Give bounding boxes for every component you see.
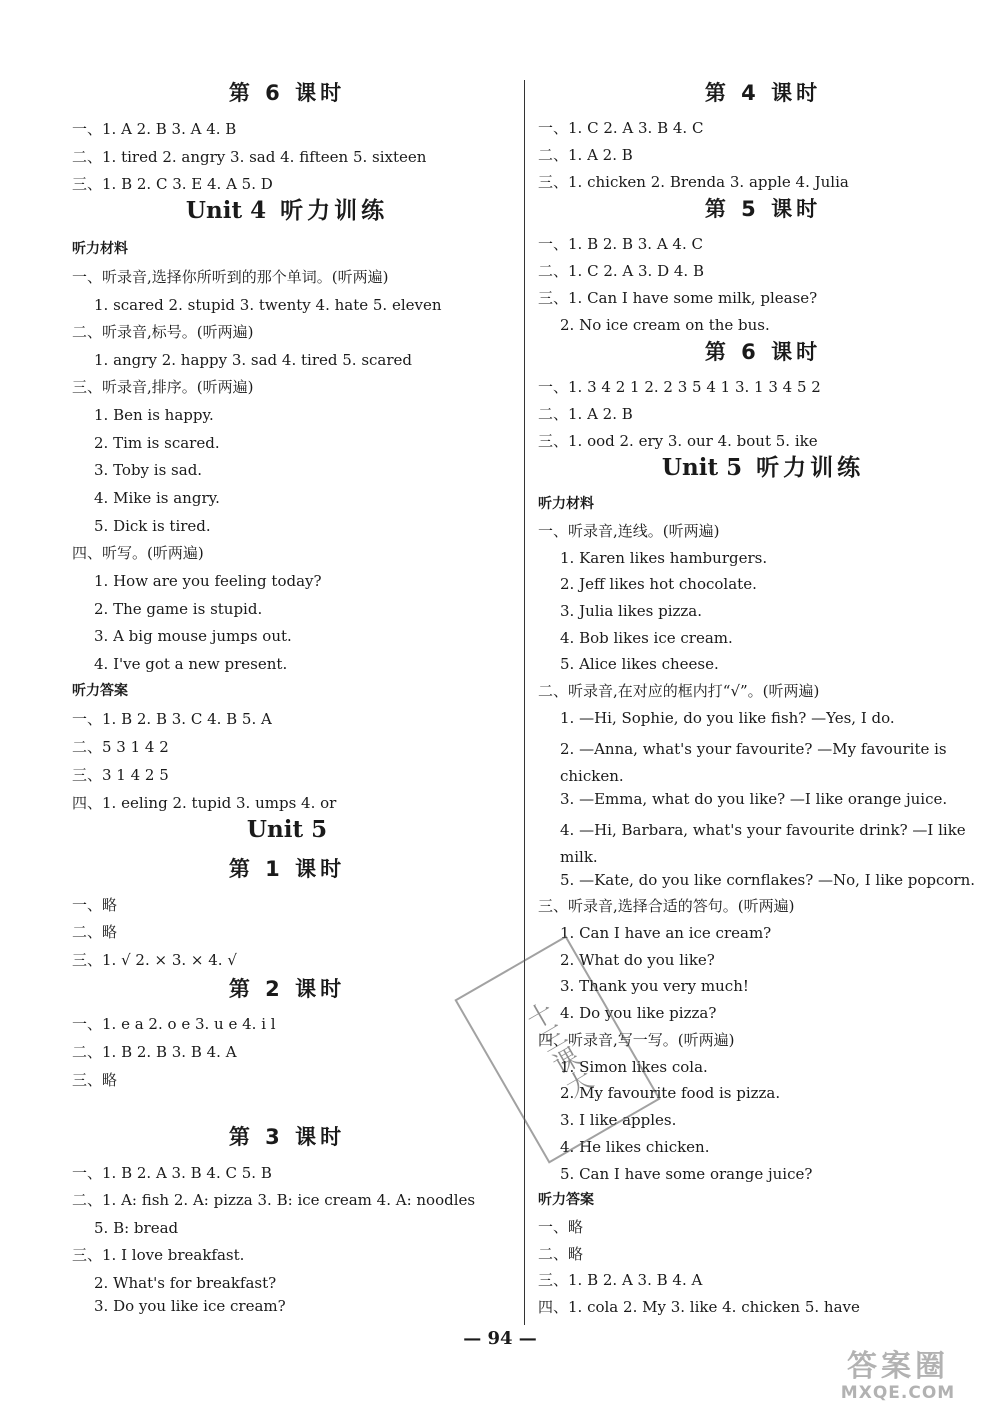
item-line: 1. Can I have an ice cream? [560, 924, 772, 942]
item-line: 2. Tim is scared. [94, 434, 220, 452]
stamp-text: 十三课大 [518, 997, 597, 1103]
unit-4-title [72, 197, 502, 224]
item-line: 4. Bob likes ice cream. [560, 629, 733, 647]
section-heading: 一、听录音,连线。(听两遍) [538, 522, 720, 540]
answer-line: 二、1. A 2. B [538, 146, 633, 164]
section-heading: 二、听录音,标号。(听两遍) [72, 323, 254, 341]
item-line: 1. scared 2. stupid 3. twenty 4. hate 5. eleven [94, 296, 442, 314]
unit-5-title-cn: 听力训练 [756, 455, 865, 481]
item-line: 2. Jeff likes hot chocolate. [560, 575, 757, 593]
answer-line: 2. What's for breakfast? [94, 1274, 277, 1292]
unit-5-title-en: Unit 5 [661, 454, 743, 481]
answer-line: 三、1. chicken 2. Brenda 3. apple 4. Julia [538, 173, 849, 191]
answer-line: 三、1. B 2. C 3. E 4. A 5. D [72, 175, 273, 193]
answer-line: 二、1. tired 2. angry 3. sad 4. fifteen 5. sixteen [72, 148, 427, 166]
item-line: 1. Simon likes cola. [560, 1058, 708, 1076]
watermark-logo-text: 答案圈 [847, 1349, 949, 1384]
answer-line: 一、1. B 2. B 3. C 4. B 5. A [72, 710, 272, 728]
item-line: 2. The game is stupid. [94, 600, 263, 618]
answer-line: 四、1. cola 2. My 3. like 4. chicken 5. have [538, 1298, 860, 1316]
answer-line: 一、1. A 2. B 3. A 4. B [72, 120, 237, 138]
unit-4-title-en: Unit 4 [185, 197, 267, 224]
answer-line: 一、1. e a 2. o e 3. u e 4. i l [72, 1015, 276, 1033]
item-line: 5. Dick is tired. [94, 517, 211, 535]
page-number: — 94 — [463, 1328, 537, 1349]
listening-answer-heading: 听力答案 [72, 683, 128, 699]
lesson-2-title: 第 2 课时 [228, 977, 346, 1001]
answer-line: 二、1. C 2. A 3. D 4. B [538, 262, 704, 280]
answer-line: 一、略 [72, 896, 118, 914]
listening-material-heading: 听力材料 [72, 241, 128, 257]
answer-line: 一、1. 3 4 2 1 2. 2 3 5 4 1 3. 1 3 4 5 2 [538, 378, 821, 396]
listening-material-heading: 听力材料 [538, 496, 594, 512]
answer-line: 二、1. A: fish 2. A: pizza 3. B: ice cream 4. A: noodles [72, 1191, 476, 1209]
answer-line: 一、略 [538, 1218, 584, 1236]
item-line: 3. I like apples. [560, 1111, 677, 1129]
item-line: 1. Ben is happy. [94, 406, 214, 424]
answer-line: 三、1. √ 2. × 3. × 4. √ [72, 951, 237, 969]
section-heading: 三、听录音,选择合适的答句。(听两遍) [538, 897, 795, 915]
answer-line: 二、1. B 2. B 3. B 4. A [72, 1043, 237, 1061]
answer-line: 三、1. I love breakfast. [72, 1246, 245, 1264]
answer-line: 二、5 3 1 4 2 [72, 738, 169, 756]
lesson-6-title: 第 6 课时 [228, 81, 346, 105]
item-line: 4. Do you like pizza? [560, 1004, 717, 1022]
lesson-1-title: 第 1 课时 [228, 857, 346, 881]
answer-line: 三、1. Can I have some milk, please? [538, 289, 818, 307]
item-line: 4. —Hi, Barbara, what's your favourite drink? —I like milk. [560, 821, 966, 866]
answer-line: 二、略 [72, 923, 118, 941]
section-heading: 四、听录音,写一写。(听两遍) [538, 1031, 735, 1049]
answer-line: 三、1. B 2. A 3. B 4. A [538, 1271, 703, 1289]
lesson-4-title: 第 4 课时 [704, 81, 822, 105]
answer-line: 一、1. B 2. B 3. A 4. C [538, 235, 703, 253]
lesson-3-title: 第 3 课时 [228, 1125, 346, 1149]
unit-5-title: Unit 5 [246, 816, 328, 843]
item-line: 3. Thank you very much! [560, 977, 749, 995]
answer-line: 四、1. eeling 2. tupid 3. umps 4. or [72, 794, 337, 812]
answer-line: 一、1. B 2. A 3. B 4. C 5. B [72, 1164, 272, 1182]
item-line: 4. Mike is angry. [94, 489, 220, 507]
answer-line: 2. No ice cream on the bus. [560, 316, 770, 334]
site-watermark [808, 1350, 988, 1402]
answer-line: 5. B: bread [94, 1219, 179, 1237]
item-line: 4. I've got a new present. [94, 655, 288, 673]
answer-line: 二、1. A 2. B [538, 405, 633, 423]
item-line: 5. Alice likes cheese. [560, 655, 719, 673]
answer-line: 三、3 1 4 2 5 [72, 766, 169, 784]
item-line: 5. Can I have some orange juice? [560, 1165, 813, 1183]
unit-5-listening-title [538, 454, 988, 481]
item-line: 1. angry 2. happy 3. sad 4. tired 5. scared [94, 351, 413, 369]
answer-line: 三、略 [72, 1071, 118, 1089]
section-heading: 三、听录音,排序。(听两遍) [72, 378, 254, 396]
item-line: 2. My favourite food is pizza. [560, 1084, 781, 1102]
item-line: 1. —Hi, Sophie, do you like fish? —Yes, I do. [560, 709, 895, 727]
item-line: 2. What do you like? [560, 951, 715, 969]
item-line: 5. —Kate, do you like cornflakes? —No, I like popcorn. [560, 871, 975, 889]
item-line: 3. Toby is sad. [94, 461, 203, 479]
item-line: 4. He likes chicken. [560, 1138, 710, 1156]
listening-answer-heading: 听力答案 [538, 1192, 594, 1208]
item-line: 2. —Anna, what's your favourite? —My favourite is chicken. [560, 740, 947, 785]
lesson-5-title: 第 5 课时 [704, 197, 822, 221]
section-heading: 一、听录音,选择你所听到的那个单词。(听两遍) [72, 268, 389, 286]
unit-4-title-cn: 听力训练 [280, 198, 389, 224]
lesson-6-title: 第 6 课时 [704, 340, 822, 364]
section-heading: 四、听写。(听两遍) [72, 544, 204, 562]
item-line: 1. Karen likes hamburgers. [560, 549, 768, 567]
answer-line: 二、略 [538, 1245, 584, 1263]
watermark-url: MXQE.COM [840, 1383, 956, 1403]
column-divider [524, 80, 525, 1325]
item-line: 1. How are you feeling today? [94, 572, 322, 590]
item-line: 3. A big mouse jumps out. [94, 627, 292, 645]
answer-line: 一、1. C 2. A 3. B 4. C [538, 119, 704, 137]
answer-line: 三、1. ood 2. ery 3. our 4. bout 5. ike [538, 432, 818, 450]
item-line: 3. Julia likes pizza. [560, 602, 703, 620]
section-heading: 二、听录音,在对应的框内打“√”。(听两遍) [538, 682, 820, 700]
answer-line: 3. Do you like ice cream? [94, 1297, 286, 1315]
item-line: 3. —Emma, what do you like? —I like orange juice. [560, 790, 948, 808]
